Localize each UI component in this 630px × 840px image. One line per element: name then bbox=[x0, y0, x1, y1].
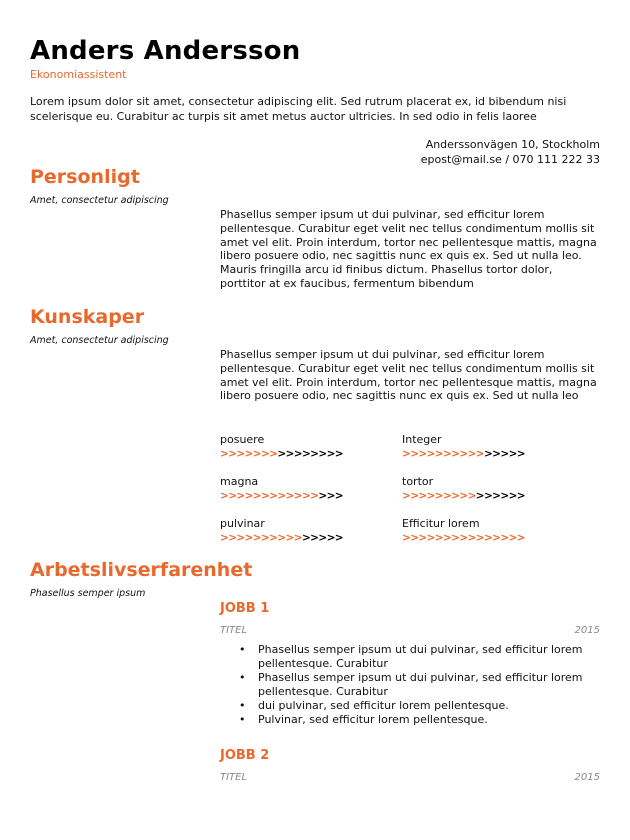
skill-arrows-filled: >>>>>>>>>> bbox=[402, 448, 484, 460]
intro-paragraph: Lorem ipsum dolor sit amet, consectetur adipiscing elit. Sed rutrum placerat ex, id bibendum nisi scelerisque eu. Curabitur ac turpis sit amet metus auctor ultricies. In sed odio in felis laoree bbox=[30, 95, 567, 123]
skill-name: pulvinar bbox=[220, 517, 265, 530]
section-title-experience: Arbetslivserfarenhet bbox=[30, 559, 253, 581]
bullet-icon: • bbox=[239, 699, 246, 712]
list-item bbox=[239, 643, 603, 671]
job-bullets bbox=[239, 643, 603, 727]
job-year: 2015 bbox=[574, 625, 600, 636]
skill-level-indicator bbox=[402, 531, 582, 545]
job-meta bbox=[220, 772, 600, 783]
skill-level-indicator bbox=[402, 489, 582, 503]
resume-job-title: Ekonomiassistent bbox=[30, 68, 127, 81]
skill-arrows-empty: >>> bbox=[318, 490, 343, 502]
skill-level-indicator bbox=[402, 447, 582, 461]
skill-item bbox=[220, 517, 400, 545]
skill-arrows-empty: >>>>> bbox=[301, 532, 343, 544]
bullet-text: dui pulvinar, sed efficitur lorem pellentesque. bbox=[258, 699, 509, 712]
list-item bbox=[239, 671, 603, 699]
address: Anderssonvägen 10, Stockholm bbox=[425, 138, 600, 151]
skill-item bbox=[220, 433, 400, 461]
resume-name: Anders Andersson bbox=[30, 36, 301, 66]
skill-item bbox=[220, 475, 400, 503]
skill-item bbox=[402, 433, 582, 461]
skill-item bbox=[402, 475, 582, 503]
skill-arrows-filled: >>>>>>>>>>>> bbox=[220, 490, 319, 502]
bullet-icon: • bbox=[239, 713, 246, 726]
skill-level-indicator bbox=[220, 447, 400, 461]
contact-block bbox=[421, 138, 600, 167]
skill-item bbox=[402, 517, 582, 545]
job-title: JOBB 1 bbox=[220, 601, 270, 616]
personal-text: Phasellus semper ipsum ut dui pulvinar, sed efficitur lorem pellentesque. Curabitur eget velit nec tellus condimentum mollis sit amet vel elit. Proin interdum, tortor nec pellentesque mattis, magna libero posuere odio, nec sagittis nunc ex quis ex. Sed ut nulla leo. Mauris fringilla arcu id finibus dictum. Phasellus tortor dolor, porttitor at ex faucibus, fermentum bibendum bbox=[220, 208, 597, 290]
skill-arrows-empty: >>>>> bbox=[483, 448, 525, 460]
section-title-skills: Kunskaper bbox=[30, 306, 145, 328]
bullet-text: Phasellus semper ipsum ut dui pulvinar, sed efficitur lorem pellentesque. Curabitur bbox=[258, 671, 583, 698]
email-phone: epost@mail.se / 070 111 222 33 bbox=[420, 152, 600, 166]
skill-name: posuere bbox=[220, 433, 265, 446]
skill-name: tortor bbox=[402, 475, 434, 488]
skill-name: Integer bbox=[402, 433, 442, 446]
bullet-icon: • bbox=[239, 643, 246, 656]
skill-name: Efficitur lorem bbox=[402, 517, 480, 530]
skill-arrows-filled: >>>>>>>>>> bbox=[220, 532, 302, 544]
bullet-text: Phasellus semper ipsum ut dui pulvinar, sed efficitur lorem pellentesque. Curabitur bbox=[258, 643, 583, 670]
skill-name: magna bbox=[220, 475, 259, 488]
section-subtitle-experience: Phasellus semper ipsum bbox=[30, 588, 146, 599]
skill-arrows-empty: >>>>>> bbox=[475, 490, 525, 502]
skill-level-indicator bbox=[220, 531, 400, 545]
skill-arrows-filled: >>>>>>> bbox=[220, 448, 278, 460]
section-subtitle-skills: Amet, consectetur adipiscing bbox=[30, 335, 169, 346]
section-subtitle-personal: Amet, consectetur adipiscing bbox=[30, 195, 169, 206]
skill-arrows-filled: >>>>>>>>> bbox=[402, 490, 476, 502]
bullet-icon: • bbox=[239, 671, 246, 684]
list-item bbox=[239, 713, 603, 727]
job-role: TITEL bbox=[220, 625, 248, 636]
skill-level-indicator bbox=[220, 489, 400, 503]
skill-arrows-filled: >>>>>>>>>>>>>>> bbox=[402, 532, 525, 544]
skill-arrows-empty: >>>>>>>> bbox=[277, 448, 343, 460]
job-title: JOBB 2 bbox=[220, 748, 270, 763]
bullet-text: Pulvinar, sed efficitur lorem pellentesque. bbox=[258, 713, 488, 726]
job-role: TITEL bbox=[220, 772, 248, 783]
list-item bbox=[239, 699, 603, 713]
skills-text: Phasellus semper ipsum ut dui pulvinar, sed efficitur lorem pellentesque. Curabitur eget velit nec tellus condimentum mollis sit amet vel elit. Proin interdum, tortor nec pellentesque mattis, magna libero posuere odio, nec sagittis nunc ex quis ex. Sed ut nulla leo bbox=[220, 348, 597, 403]
section-title-personal: Personligt bbox=[30, 166, 140, 188]
job-meta bbox=[220, 625, 600, 636]
job-year: 2015 bbox=[574, 772, 600, 783]
